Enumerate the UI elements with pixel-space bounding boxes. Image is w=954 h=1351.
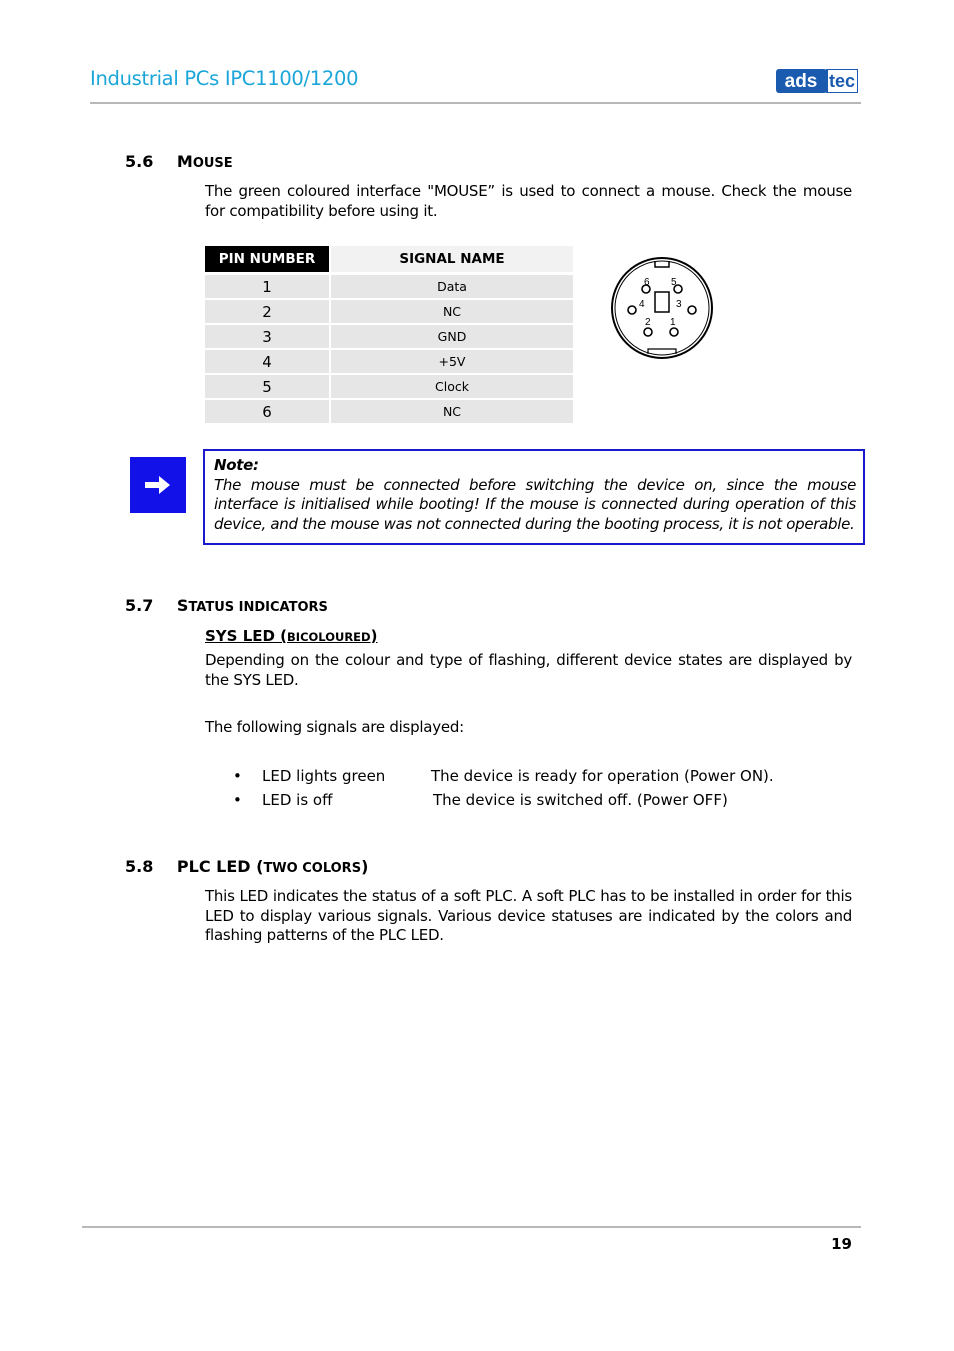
mouse-description: The green coloured interface "MOUSE” is used to connect a mouse. Check the mouse for compatibility before using it. [205, 182, 852, 220]
list-item [233, 767, 242, 785]
section-title-rest: TATUS INDICATORS [188, 600, 328, 615]
section-number: 5.8 [125, 857, 154, 876]
signals-intro: The following signals are displayed: [205, 718, 464, 736]
signal-cell: GND [330, 324, 573, 349]
subheading-end: ) [370, 627, 378, 645]
pin-label: 4 [639, 299, 645, 310]
pin-table [205, 246, 573, 425]
section-title-main: PLC LED ( [176, 857, 264, 876]
ps2-connector-diagram [608, 255, 716, 361]
logo-text-right: tec [828, 71, 856, 91]
document-title: Industrial PCs IPC1100/1200 [90, 67, 359, 90]
section-title-initial: M [176, 152, 193, 171]
signal-cell: +5V [330, 349, 573, 374]
section-heading-mouse [125, 152, 233, 171]
sys-led-description: Depending on the colour and type of flashing, different device states are displayed by the SYS LED. [205, 651, 852, 689]
plc-description: This LED indicates the status of a soft PLC. A soft PLC has to be installed in order for this LED to display various signals. Various device statuses are indicated by the colors and flashing patterns of the PLC LED. [205, 887, 852, 944]
pin-cell: 4 [205, 349, 330, 374]
pin-label: 5 [671, 277, 677, 288]
signal-cell: Data [330, 274, 573, 300]
section-number: 5.7 [125, 596, 154, 615]
table-row [205, 349, 573, 374]
sys-led-subheading [205, 627, 377, 645]
section-heading-status [125, 596, 328, 615]
table-row [205, 299, 573, 324]
footer-divider [82, 1226, 861, 1228]
section-title-smallcaps: TWO COLORS [263, 861, 362, 876]
list-item [233, 791, 242, 809]
adstec-logo [776, 69, 858, 93]
signal-cell: Clock [330, 374, 573, 399]
pin-cell: 2 [205, 299, 330, 324]
pin-label: 1 [670, 317, 676, 328]
bullet-label: LED lights green [262, 767, 386, 785]
section-title-initial: S [176, 596, 189, 615]
bullet-dot-icon: • [233, 791, 242, 809]
subheading-smallcaps: BICOLOURED [287, 630, 371, 644]
pin-cell: 3 [205, 324, 330, 349]
bullet-label: LED is off [262, 791, 333, 809]
table-row [205, 374, 573, 399]
page-number: 19 [831, 1235, 852, 1253]
bullet-dot-icon: • [233, 767, 242, 785]
note-text: The mouse must be connected before switching the device on, since the mouse interface is initialised while booting! If the mouse is connected during operation of this device, and the mouse was not connected during the booting process, it is not operable. [214, 475, 856, 533]
pin-label: 3 [676, 299, 682, 310]
note-box [203, 449, 865, 545]
table-row [205, 324, 573, 349]
pin-cell: 1 [205, 274, 330, 300]
pin-cell: 6 [205, 399, 330, 424]
pin-cell: 5 [205, 374, 330, 399]
bullet-description: The device is ready for operation (Power ON). [431, 767, 774, 785]
header-signal-name: SIGNAL NAME [330, 246, 573, 274]
section-title-rest: OUSE [192, 156, 233, 171]
table-row [205, 274, 573, 300]
subheading-main: SYS LED ( [205, 627, 288, 645]
section-number: 5.6 [125, 152, 154, 171]
pin-label: 2 [645, 317, 651, 328]
signal-cell: NC [330, 299, 573, 324]
bullet-description: The device is switched off. (Power OFF) [433, 791, 728, 809]
table-row [205, 399, 573, 424]
signal-cell: NC [330, 399, 573, 424]
section-heading-plc [125, 857, 368, 876]
logo-text-left: ads [784, 71, 818, 92]
pin-table-header [205, 246, 573, 274]
note-arrow-icon [130, 457, 186, 513]
note-title: Note: [214, 456, 259, 474]
pin-label: 6 [644, 277, 650, 288]
section-title-end: ) [361, 857, 369, 876]
header-divider [90, 102, 861, 104]
header-pin-number: PIN NUMBER [205, 246, 330, 274]
